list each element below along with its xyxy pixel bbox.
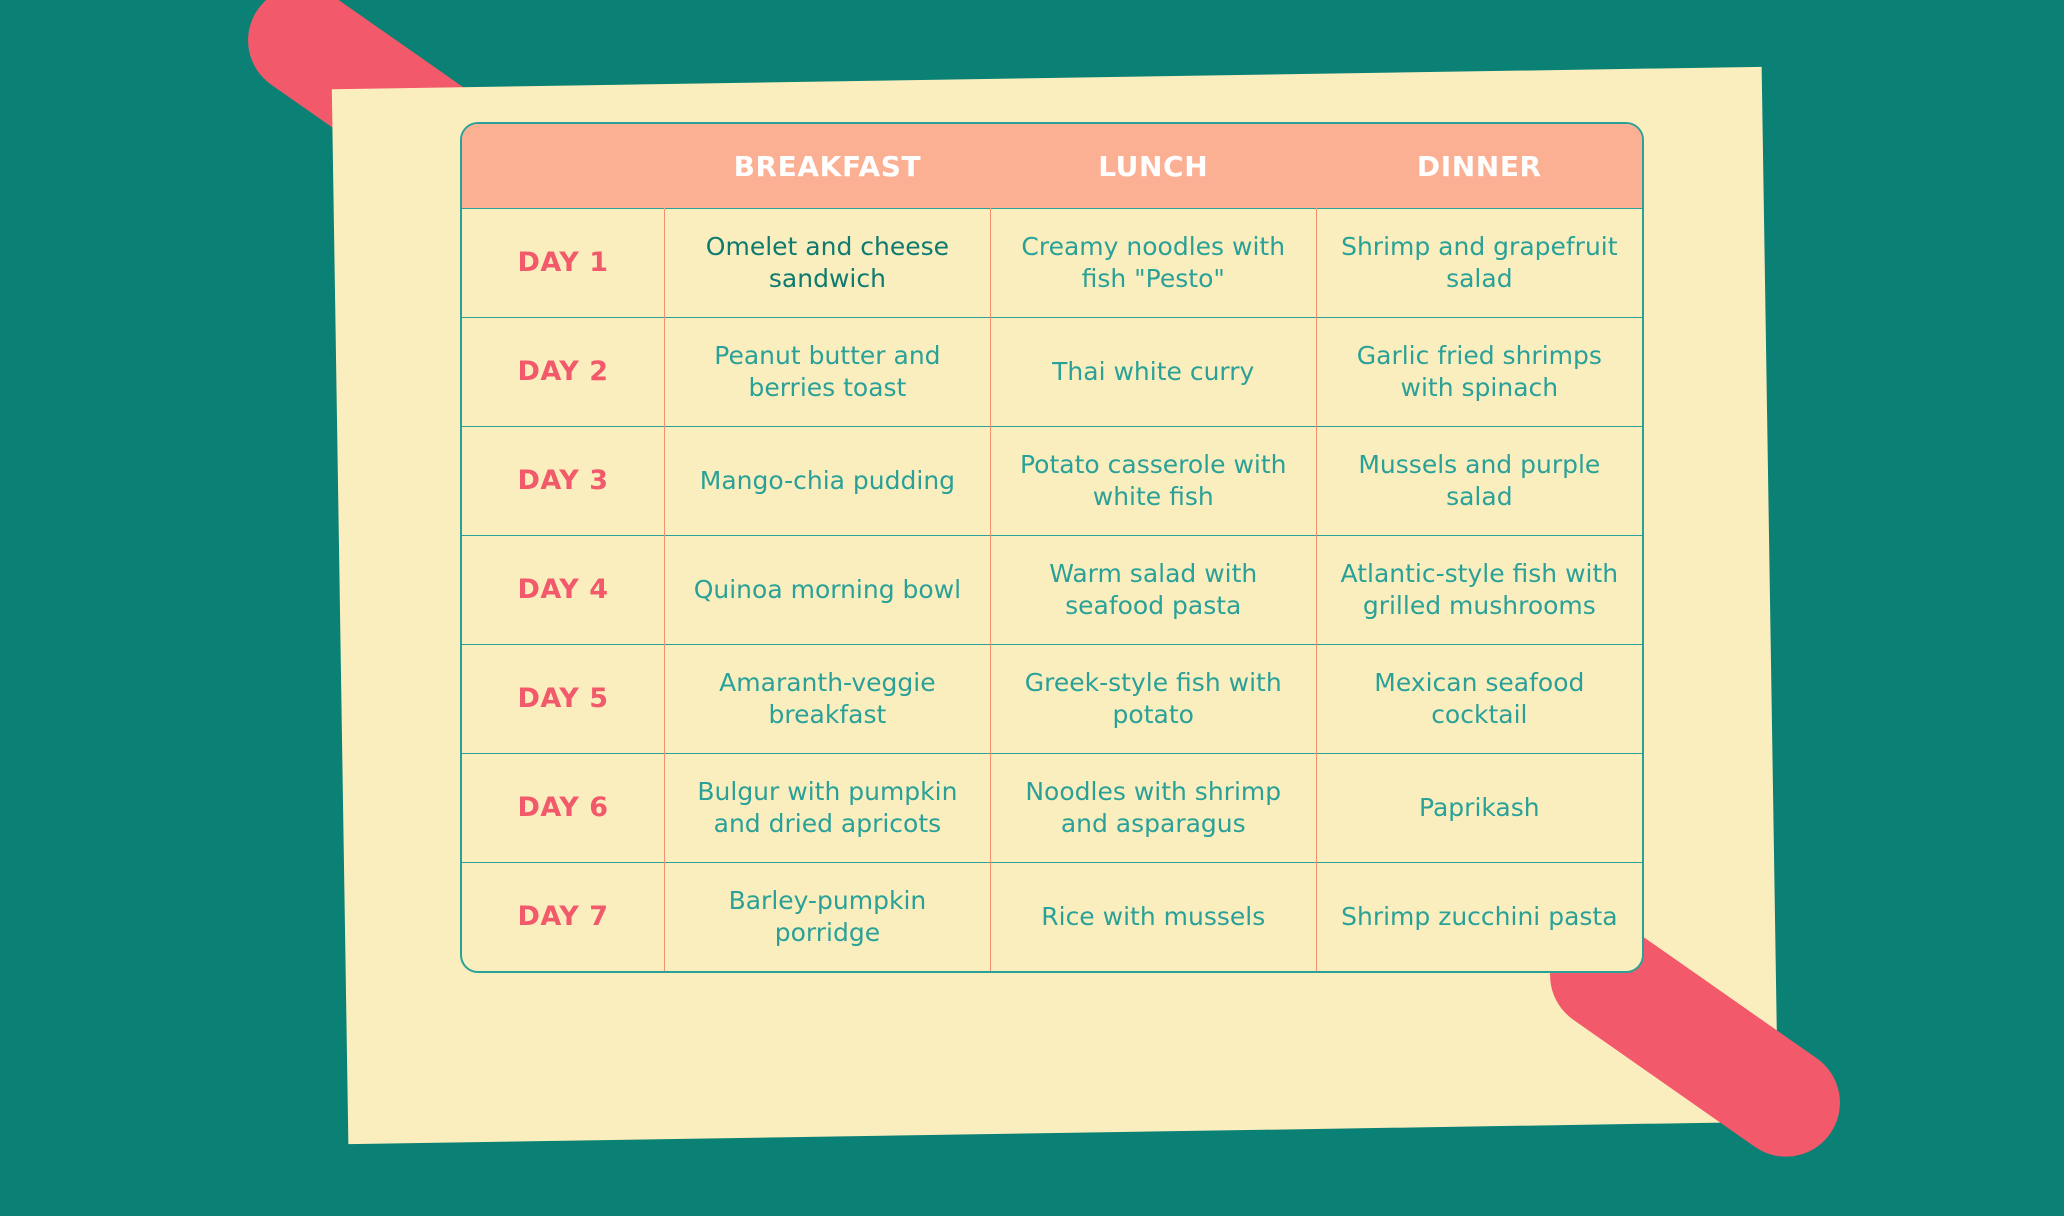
- day-label: DAY 3: [462, 427, 665, 536]
- day-label: DAY 5: [462, 645, 665, 754]
- cell-dinner: Mexican seafood cocktail: [1316, 645, 1642, 754]
- column-header-blank: [462, 124, 665, 209]
- cell-dinner: Garlic fried shrimps with spinach: [1316, 318, 1642, 427]
- cell-breakfast: Omelet and cheese sandwich: [665, 209, 991, 318]
- day-label: DAY 1: [462, 209, 665, 318]
- cell-lunch: Thai white curry: [990, 318, 1316, 427]
- cell-breakfast: Mango-chia pudding: [665, 427, 991, 536]
- cell-lunch: Rice with mussels: [990, 863, 1316, 972]
- cell-lunch: Greek-style fish with potato: [990, 645, 1316, 754]
- cell-lunch: Warm salad with seafood pasta: [990, 536, 1316, 645]
- cell-lunch: Creamy noodles with fish "Pesto": [990, 209, 1316, 318]
- table-row: [462, 536, 1642, 645]
- cell-breakfast: Quinoa morning bowl: [665, 536, 991, 645]
- table-row: [462, 209, 1642, 318]
- table-row: [462, 645, 1642, 754]
- column-header-lunch: LUNCH: [990, 124, 1316, 209]
- day-label: DAY 2: [462, 318, 665, 427]
- column-header-breakfast: BREAKFAST: [665, 124, 991, 209]
- cell-dinner: Shrimp zucchini pasta: [1316, 863, 1642, 972]
- cell-breakfast: Peanut butter and berries toast: [665, 318, 991, 427]
- cell-dinner: Mussels and purple salad: [1316, 427, 1642, 536]
- weekly-menu-table: [460, 122, 1644, 973]
- table-header: [462, 124, 1642, 209]
- column-header-dinner: DINNER: [1316, 124, 1642, 209]
- day-label: DAY 6: [462, 754, 665, 863]
- cell-dinner: Paprikash: [1316, 754, 1642, 863]
- cell-lunch: Potato casserole with white fish: [990, 427, 1316, 536]
- cell-breakfast: Bulgur with pumpkin and dried apricots: [665, 754, 991, 863]
- cell-dinner: Shrimp and grapefruit salad: [1316, 209, 1642, 318]
- table-header-row: [462, 124, 1642, 209]
- table-body: [462, 209, 1642, 972]
- cell-lunch: Noodles with shrimp and asparagus: [990, 754, 1316, 863]
- table-row: [462, 318, 1642, 427]
- day-label: DAY 7: [462, 863, 665, 972]
- table-row: [462, 863, 1642, 972]
- cell-breakfast: Barley-pumpkin porridge: [665, 863, 991, 972]
- cell-dinner: Atlantic-style fish with grilled mushrooms: [1316, 536, 1642, 645]
- day-label: DAY 4: [462, 536, 665, 645]
- table-row: [462, 754, 1642, 863]
- table-row: [462, 427, 1642, 536]
- cell-breakfast: Amaranth-veggie breakfast: [665, 645, 991, 754]
